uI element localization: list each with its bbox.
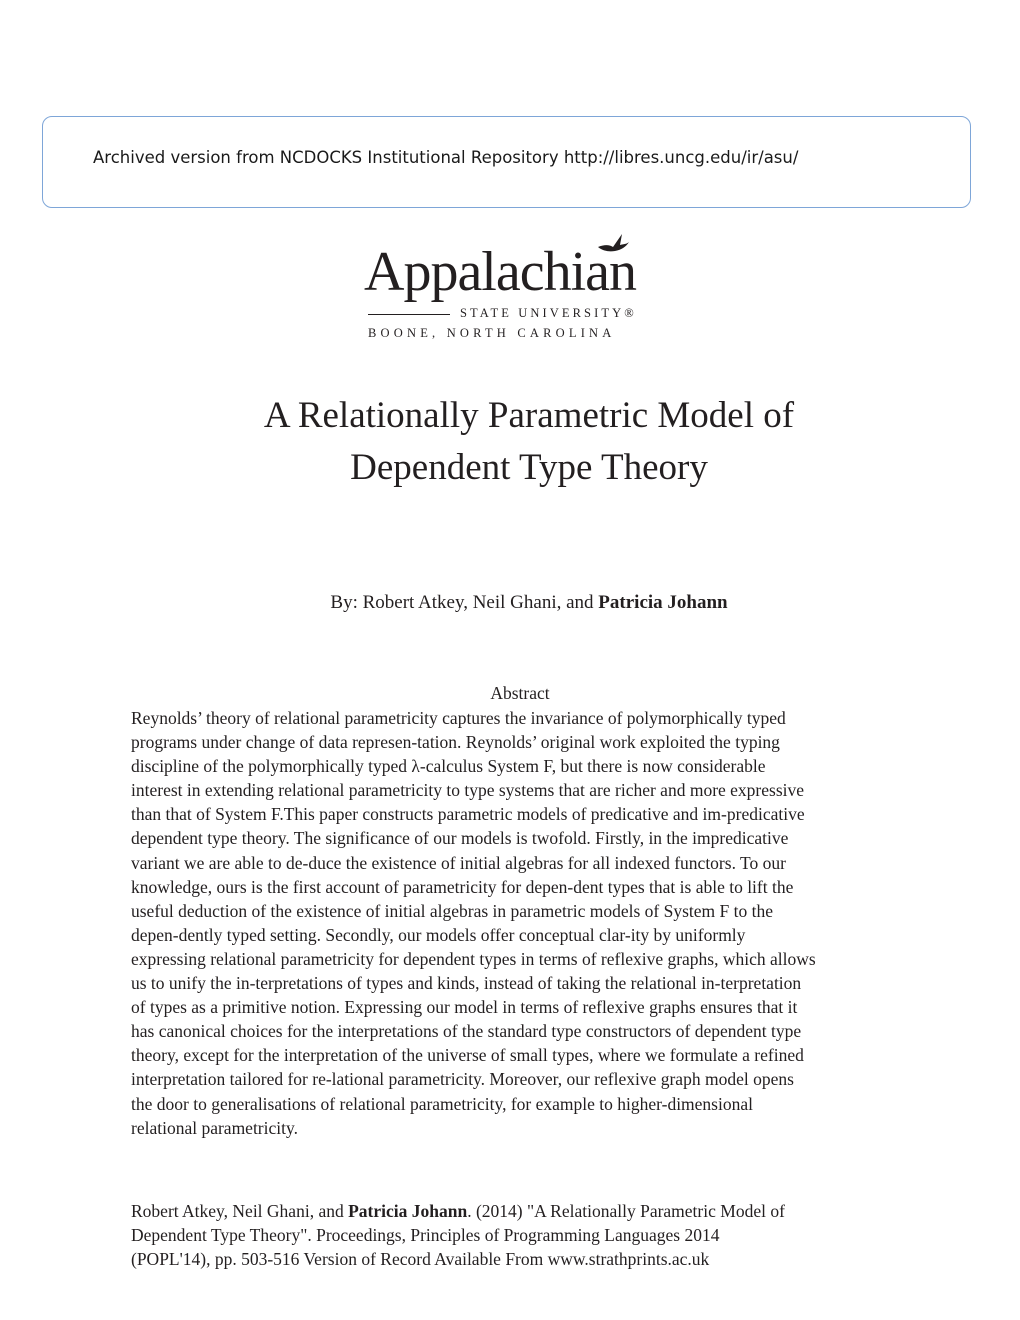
abstract-line: the door to generalisations of relational parametricity, for example to higher-dimensional — [131, 1093, 753, 1114]
logo-wordmark: Appalachian — [364, 241, 636, 303]
paper-title-line-1: A Relationally Parametric Model of — [263, 395, 795, 436]
archive-banner — [42, 116, 971, 208]
abstract-line: has canonical choices for the interpretations of the standard type constructors of dependent type — [131, 1021, 802, 1042]
abstract-line: dependent type theory. The significance of our models is twofold. Firstly, in the impredicative — [131, 828, 789, 849]
byline-prefix: By: Robert Atkey, Neil Ghani, and — [330, 592, 599, 613]
citation-line-3: (POPL'14), pp. 503-516 Version of Record Available From www.strathprints.ac.uk — [131, 1249, 710, 1269]
abstract-body — [131, 706, 916, 1140]
citation-highlight-author: Patricia Johann — [348, 1201, 468, 1221]
citation-line-1 — [131, 1199, 921, 1223]
abstract-line: interest in extending relational parametricity to type systems that are richer and more expressive — [131, 780, 805, 801]
citation-authors: Robert Atkey, Neil Ghani, and — [131, 1201, 349, 1221]
abstract-line: interpretation tailored for re-lational parametricity. Moreover, our reflexive graph model opens — [131, 1069, 794, 1090]
byline-highlight-author: Patricia Johann — [598, 592, 728, 613]
paper-title-line-2: Dependent Type Theory — [350, 447, 708, 488]
abstract-line: us to unify the in-terpretations of types and kinds, instead of taking the relational in-terpretation — [131, 973, 802, 994]
abstract-line: discipline of the polymorphically typed λ-calculus System F, but there is now considerable — [131, 756, 766, 777]
logo-subtitle: STATE UNIVERSITY® — [460, 306, 637, 320]
citation-title-start: . (2014) "A Relationally Parametric Model of — [467, 1201, 785, 1221]
abstract-line: theory, except for the interpretation of the universe of small types, where we formulate a refined — [131, 1045, 804, 1066]
logo-location: BOONE, NORTH CAROLINA — [368, 326, 616, 340]
abstract-line: of types as a primitive notion. Expressing our model in terms of reflexive graphs ensures that it — [131, 997, 798, 1018]
byline — [0, 592, 1020, 614]
citation-line-2: Dependent Type Theory". Proceedings, Principles of Programming Languages 2014 — [131, 1225, 720, 1245]
abstract-line: useful deduction of the existence of initial algebras in parametric models of System F to the — [131, 900, 773, 921]
abstract-heading: Abstract — [490, 683, 550, 703]
abstract-line: variant we are able to de-duce the existence of initial algebras for all indexed functors. To our — [131, 852, 786, 873]
abstract-line: relational parametricity. — [131, 1117, 298, 1138]
archive-banner-text: Archived version from NCDOCKS Institutional Repository http://libres.uncg.edu/ir/asu/ — [93, 148, 799, 167]
abstract-line: than that of System F.This paper constructs parametric models of predicative and im-predicative — [131, 804, 805, 825]
university-logo — [364, 232, 684, 344]
citation — [131, 1199, 921, 1271]
abstract-line: Reynolds’ theory of relational parametricity captures the invariance of polymorphically typed — [131, 708, 786, 728]
abstract-line: knowledge, ours is the first account of parametricity for depen-dent types that is able to lift the — [131, 876, 794, 897]
abstract-line: programs under change of data represen-tation. Reynolds’ original work exploited the typing — [131, 732, 780, 753]
paper-title — [0, 390, 1020, 494]
abstract-line: expressing relational parametricity for dependent types in terms of reflexive graphs, which allows — [131, 948, 816, 969]
abstract-line: depen-dently typed setting. Secondly, our models offer conceptual clar-ity by uniformly — [131, 924, 746, 945]
logo-divider — [368, 314, 450, 315]
